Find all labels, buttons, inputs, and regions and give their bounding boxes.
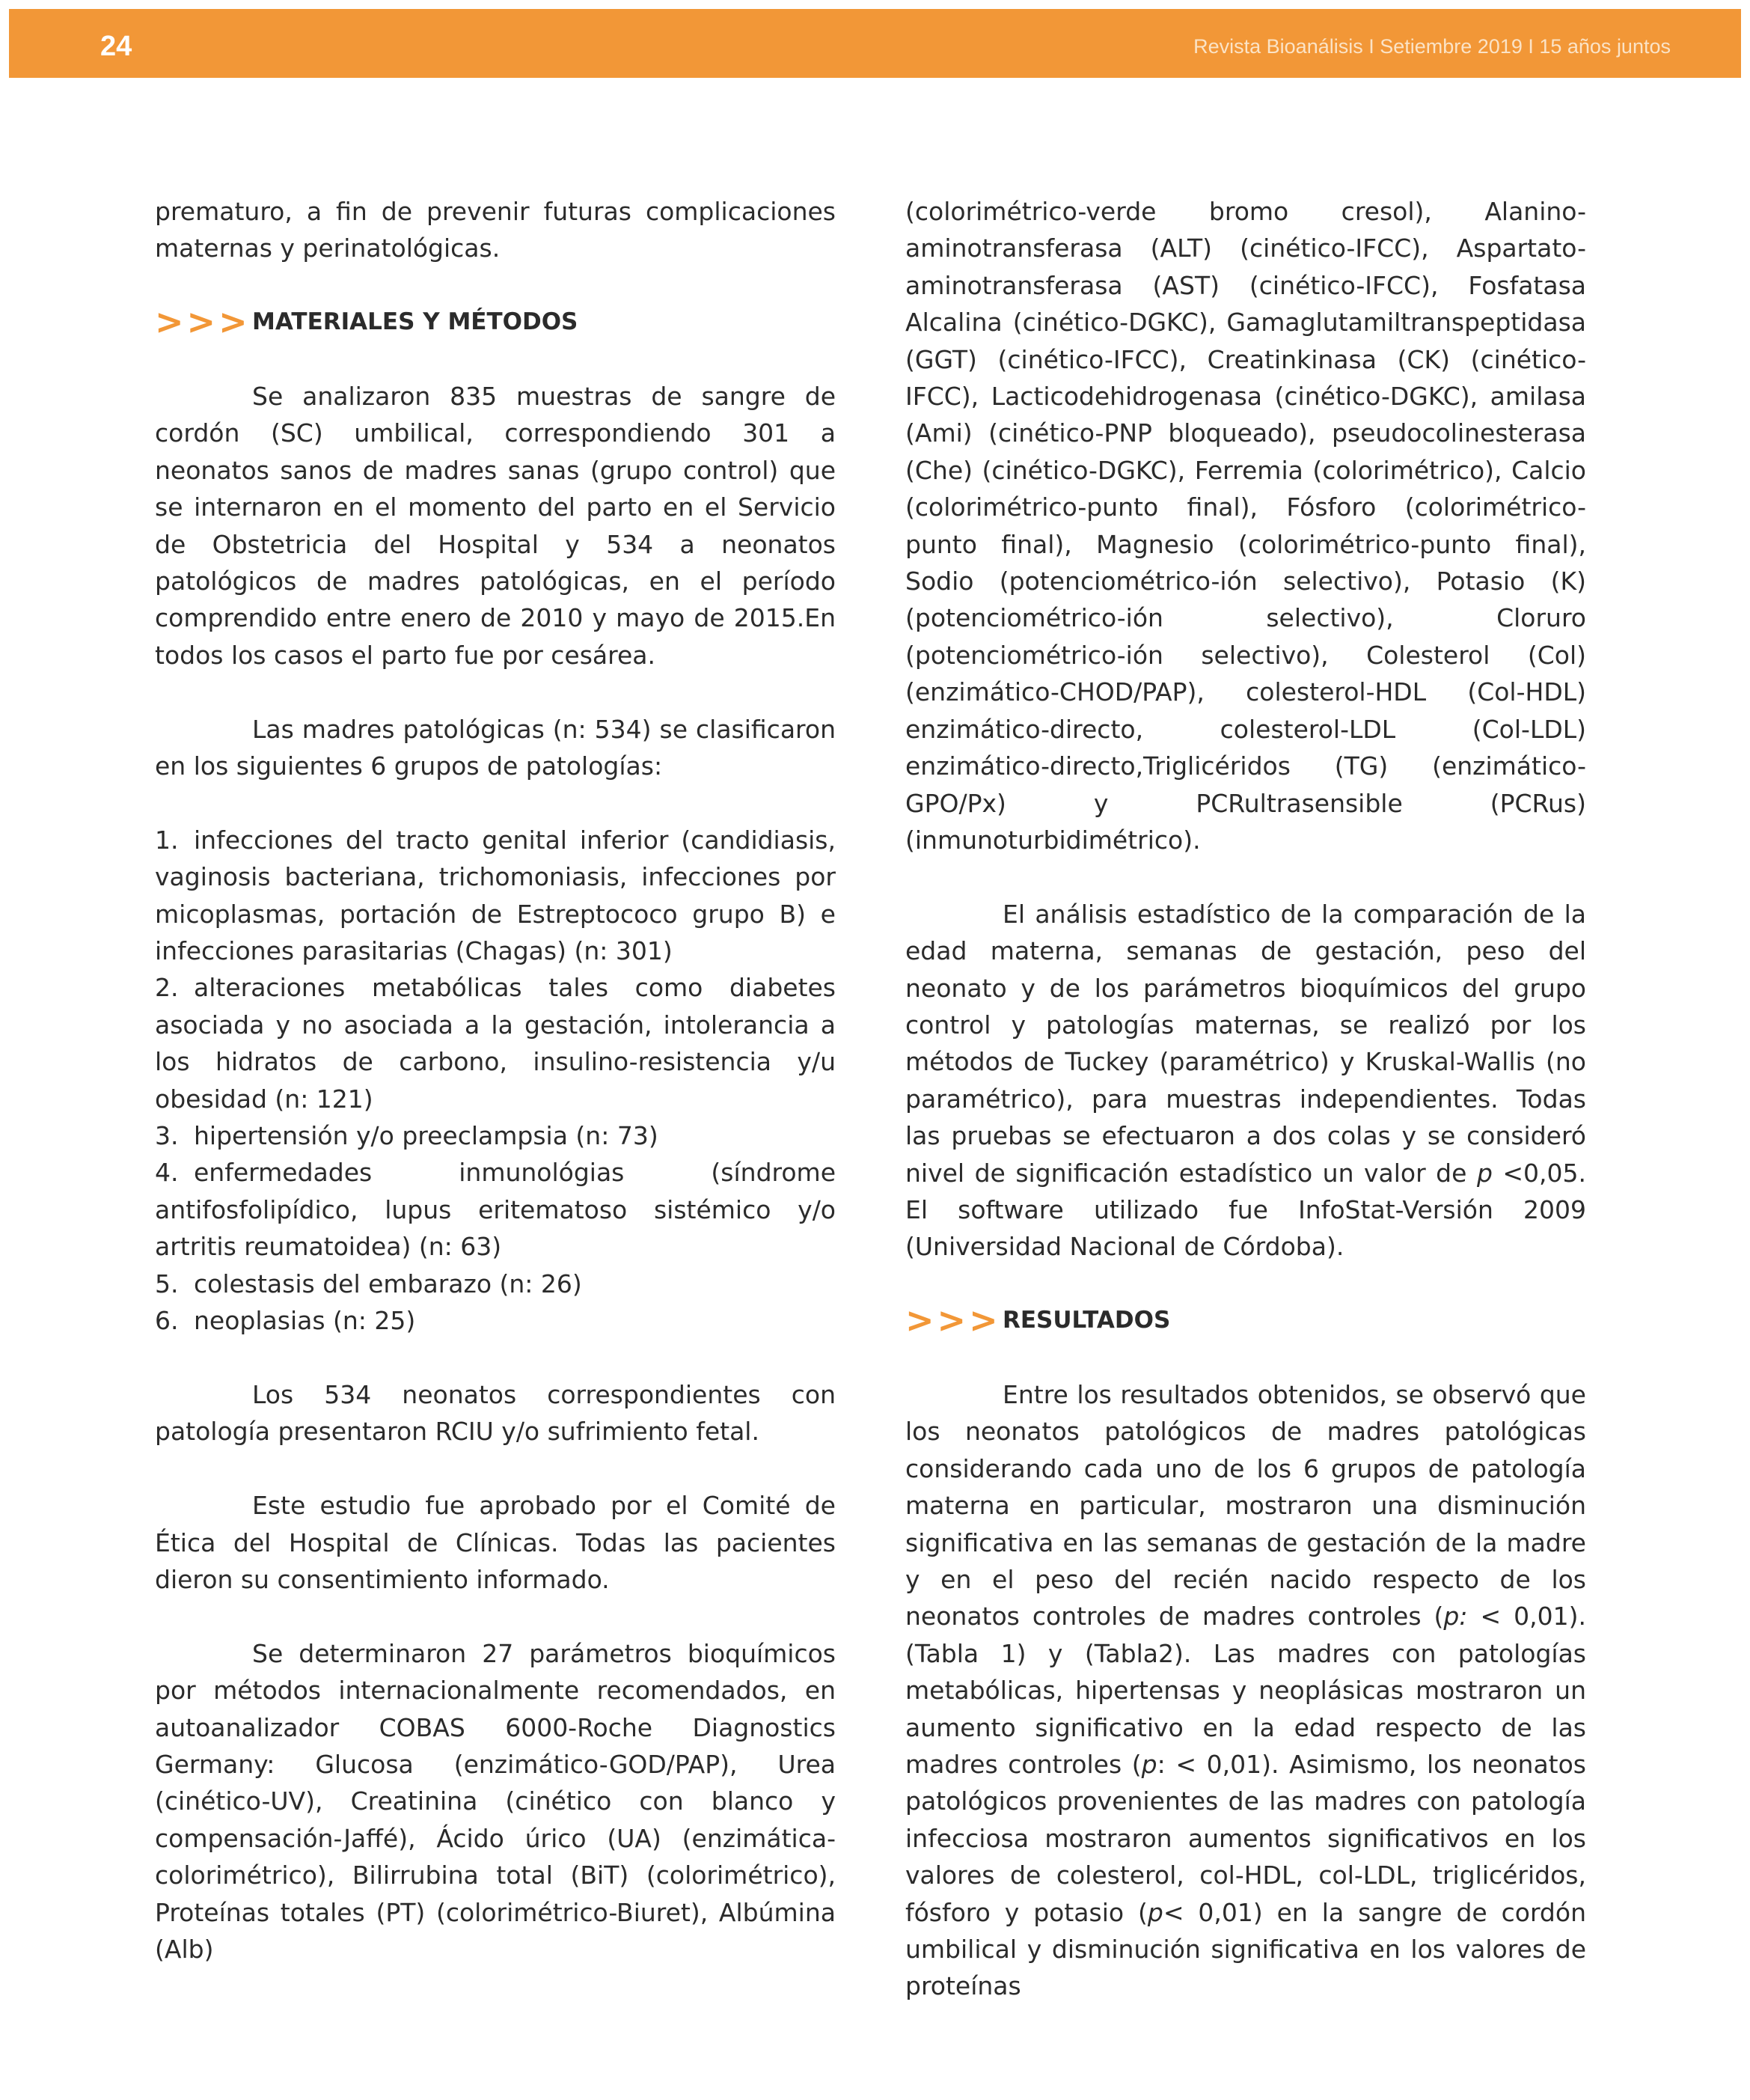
- pathology-list: [155, 822, 836, 1340]
- left-column: [155, 193, 836, 1968]
- methods-continued-paragraph: (colorimétrico-verde bromo cresol), Alanino-aminotransferasa (ALT) (cinético-IFCC), Aspartato-aminotransferasa (AST) (cinético-IFCC), Fosfatasa Alcalina (cinético-DGKC), Gamaglutamiltranspeptidasa (GGT) (cinético-IFCC), Creatinkinasa (CK) (cinético-IFCC), Lacticodehidrogenasa (cinético-DGKC), amilasa (Ami) (cinético-PNP bloqueado), pseudocolinesterasa (Che) (cinético-DGKC), Ferremia (colorimétrico), Calcio (colorimétrico-punto final), Fósforo (colorimétrico-punto final), Magnesio (colorimétrico-punto final), Sodio (potenciométrico-ión selectivo), Potasio (K) (potenciométrico-ión selectivo), Cloruro (potenciométrico-ión selectivo), Colesterol (Col) (enzimático-CHOD/PAP), colesterol-HDL (Col-HDL) enzimático-directo, colesterol-LDL (Col-LDL) enzimático-directo,Triglicéridos (TG) (enzimático-GPO/Px) y PCRultrasensible (PCRus) (inmunoturbidimétrico).: [905, 197, 1586, 855]
- header-bar: [9, 9, 1741, 78]
- list-item: 1. infecciones del tracto genital inferior (candidiasis, vaginosis bacteriana, trichomoniasis, infecciones por micoplasmas, portación de Estreptococo grupo B) e infecciones parasitarias (Chagas) (n: 301): [155, 825, 836, 966]
- samples-paragraph: Se analizaron 835 muestras de sangre de cordón (SC) umbilical, correspondiendo 301 a neonatos sanos de madres sanas (grupo control) que se internaron en el momento del parto en el Servicio de Obstetricia del Hospital y 534 a neonatos patológicos de madres patológicas, en el período comprendido entre enero de 2010 y mayo de 2015.En todos los casos el parto fue por cesárea.: [155, 381, 836, 670]
- methods-heading-label: MATERIALES Y MÉTODOS: [252, 308, 578, 336]
- neonates-paragraph: Los 534 neonatos correspondientes con patología presentaron RCIU y/o sufrimiento fetal.: [155, 1379, 836, 1447]
- page-number: 24: [100, 31, 132, 62]
- results-paragraph: Entre los resultados obtenidos, se observó que los neonatos patológicos de madres patológicas considerando cada uno de los 6 grupos de patología materna en particular, mostraron una disminución significativa en las semanas de gestación de la madre y en el peso del recién nacido respecto de los neonatos controles de madres controles (p: < 0,01). (Tabla 1) y (Tabla2). Las madres con patologías metabólicas, hipertensas y neoplásicas mostraron un aumento significativo en la edad respecto de las madres controles (p: < 0,01). Asimismo, los neonatos patológicos provenientes de las madres con patología infecciosa mostraron aumentos significativos en los valores de colesterol, col-HDL, col-LDL, triglicéridos, fósforo y potasio (p< 0,01) en la sangre de cordón umbilical y disminución significativa en los valores de proteínas: [905, 1379, 1586, 2001]
- parameters-paragraph: Se determinaron 27 parámetros bioquímicos por métodos internacionalmente recomendados, en autoanalizador COBAS 6000-Roche Diagnostics Germany: Glucosa (enzimático-GOD/PAP), Urea (cinético-UV), Creatinina (cinético con blanco y compensación-Jaffé), Ácido úrico (UA) (enzimática-colorimétrico), Bilirrubina total (BiT) (colorimétrico), Proteínas totales (PT) (colorimétrico-Biuret), Albúmina (Alb): [155, 1638, 836, 1964]
- chevron-right-icon: >>>: [905, 1300, 1001, 1341]
- right-column: [905, 193, 1586, 2005]
- results-heading-label: RESULTADOS: [1003, 1307, 1171, 1334]
- list-item: 2. alteraciones metabólicas tales como diabetes asociada y no asociada a la gestación, intolerancia a los hidratos de carbono, insulino-resistencia y/u obesidad (n: 121): [155, 973, 836, 1114]
- results-heading: [905, 1302, 1586, 1339]
- chevron-right-icon: >>>: [155, 302, 251, 343]
- intro-paragraph: prematuro, a fin de prevenir futuras complicaciones maternas y perinatológicas.: [155, 197, 836, 263]
- list-item: 3. hipertensión y/o preeclampsia (n: 73): [155, 1121, 658, 1151]
- ethics-paragraph: Este estudio fue aprobado por el Comité de Ética del Hospital de Clínicas. Todas las pacientes dieron su consentimiento informado.: [155, 1491, 836, 1594]
- running-title: Revista Bioanálisis I Setiembre 2019 I 15 años juntos: [1193, 35, 1671, 58]
- methods-heading: [155, 304, 836, 341]
- list-item: 5. colestasis del embarazo (n: 26): [155, 1269, 582, 1298]
- groups-paragraph: Las madres patológicas (n: 534) se clasificaron en los siguientes 6 grupos de patologías:: [155, 714, 836, 781]
- statistics-paragraph: El análisis estadístico de la comparación de la edad materna, semanas de gestación, peso del neonato y de los parámetros bioquímicos del grupo control y patologías maternas, se realizó por los métodos de Tuckey (paramétrico) y Kruskal-Wallis (no paramétrico), para muestras independientes. Todas las pruebas se efectuaron a dos colas y se consideró nivel de significación estadístico un valor de p <0,05. El software utilizado fue InfoStat-Versión 2009 (Universidad Nacional de Córdoba).: [905, 899, 1587, 1262]
- list-item: 4. enfermedades inmunológias (síndrome antifosfolipídico, lupus eritematoso sistémico y/o artritis reumatoidea) (n: 63): [155, 1158, 836, 1262]
- list-item: 6. neoplasias (n: 25): [155, 1306, 416, 1336]
